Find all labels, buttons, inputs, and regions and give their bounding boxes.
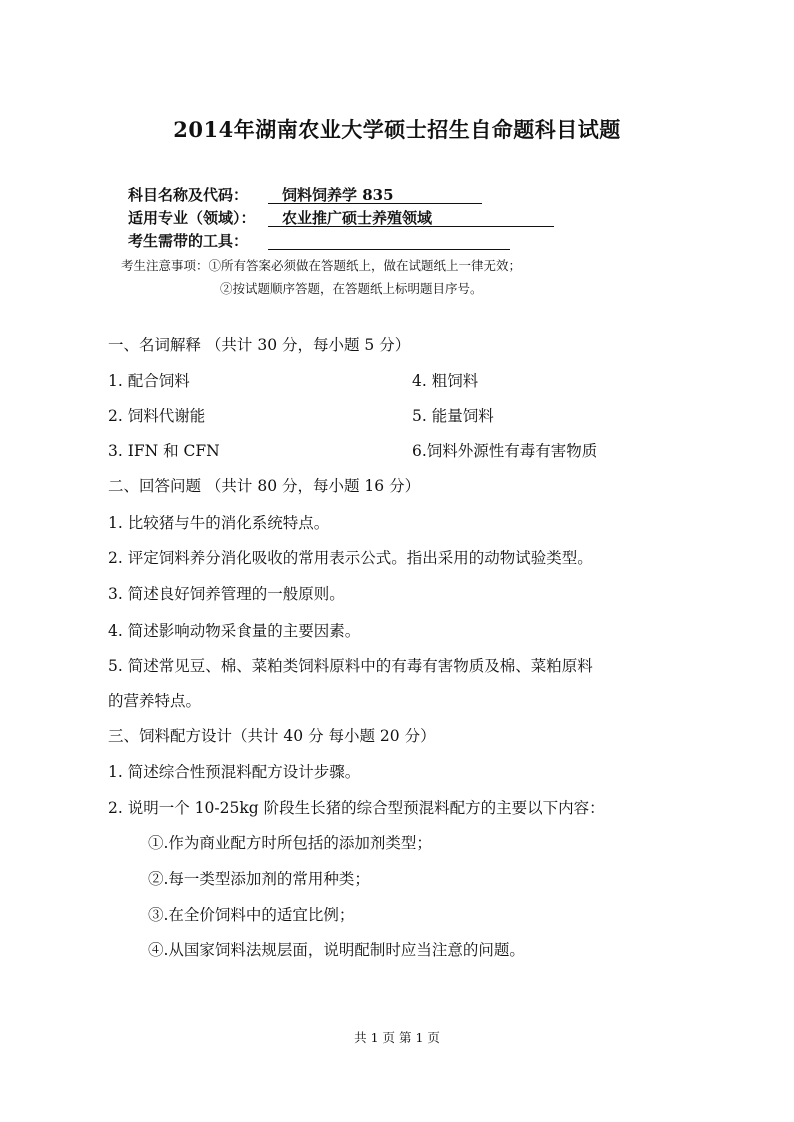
section-3-item: 1. 简述综合性预混料配方设计步骤。 bbox=[108, 763, 361, 781]
section-3-item: 2. 说明一个 10-25kg 阶段生长猪的综合型预混料配方的主要以下内容： bbox=[108, 799, 605, 817]
section-2-item-continued: 的营养特点。 bbox=[108, 692, 202, 710]
section-1-item: 4. 粗饲料 bbox=[412, 372, 479, 390]
section-3-subitem: ①.作为商业配方时所包括的添加剂类型； bbox=[148, 834, 432, 852]
tools-value bbox=[268, 230, 510, 250]
section-3-subitem: ③.在全价饲料中的适宜比例； bbox=[148, 906, 355, 924]
section-1-item: 6.饲料外源性有毒有害物质 bbox=[412, 442, 598, 460]
section-1-heading: 一、名词解释 （共计 30 分，每小题 5 分） bbox=[108, 336, 411, 354]
page-footer: 共 1 页 第 1 页 bbox=[354, 1030, 440, 1045]
major-row bbox=[128, 207, 433, 228]
tools-label: 考生需带的工具： bbox=[128, 232, 249, 250]
exam-title: 2014年湖南农业大学硕士招生自命题科目试题 bbox=[173, 117, 621, 142]
section-2-item: 2. 评定饲料养分消化吸收的常用表示公式。指出采用的动物试验类型。 bbox=[108, 549, 593, 567]
major-value: 农业推广硕士养殖领域 bbox=[268, 207, 554, 227]
subject-label: 科目名称及代码： bbox=[128, 186, 249, 204]
tools-row bbox=[128, 230, 268, 251]
major-label: 适用专业（领域）： bbox=[128, 209, 256, 227]
section-1-item: 3. IFN 和 CFN bbox=[108, 442, 220, 460]
section-2-item: 3. 简述良好饲养管理的一般原则。 bbox=[108, 585, 345, 603]
section-1-item: 5. 能量饲料 bbox=[412, 407, 494, 425]
section-3-subitem: ②.每一类型添加剂的常用种类； bbox=[148, 870, 370, 888]
section-3-heading: 三、饲料配方设计（共计 40 分 每小题 20 分） bbox=[108, 727, 436, 745]
section-1-item: 2. 饲料代谢能 bbox=[108, 407, 206, 425]
notice-line-2: ②按试题顺序答题，在答题纸上标明题目序号。 bbox=[220, 281, 483, 296]
subject-row bbox=[128, 184, 394, 205]
subject-value: 饲料饲养学 835 bbox=[268, 184, 482, 204]
section-3-subitem: ④.从国家饲料法规层面，说明配制时应当注意的问题。 bbox=[148, 941, 525, 959]
section-2-item: 4. 简述影响动物采食量的主要因素。 bbox=[108, 622, 361, 640]
section-2-item: 1. 比较猪与牛的消化系统特点。 bbox=[108, 514, 330, 532]
notice-line-1: 考生注意事项：①所有答案必须做在答题纸上，做在试题纸上一律无效； bbox=[121, 258, 522, 273]
section-2-item: 5. 简述常见豆、棉、菜粕类饲料原料中的有毒有害物质及棉、菜粕原料 bbox=[108, 657, 593, 675]
section-2-heading: 二、回答问题 （共计 80 分，每小题 16 分） bbox=[108, 477, 421, 495]
section-1-item: 1. 配合饲料 bbox=[108, 372, 190, 390]
